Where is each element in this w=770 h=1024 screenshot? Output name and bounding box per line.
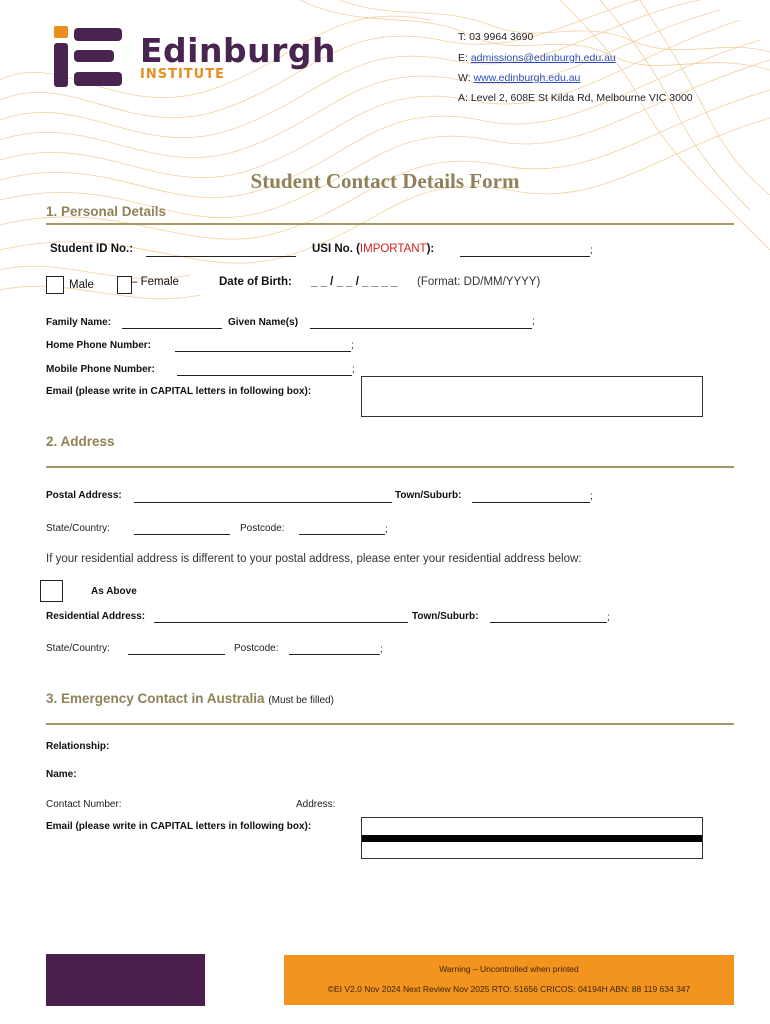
contact-number-label: Contact Number:: [46, 799, 122, 810]
form-title: Student Contact Details Form: [250, 169, 520, 193]
usi-label: [312, 243, 434, 255]
emergency-address-label: Address:: [296, 799, 336, 810]
contact-email: [458, 52, 616, 64]
dob-format-hint: (Format: DD/MM/YYYY): [417, 276, 541, 288]
given-names-field[interactable]: [310, 317, 532, 329]
state-country-2-field[interactable]: [128, 643, 225, 655]
contact-web-prefix: W:: [458, 72, 474, 84]
contact-web: [458, 72, 580, 84]
email-field[interactable]: [361, 376, 703, 417]
postal-address-field[interactable]: [134, 491, 392, 503]
footer-warning: Warning – Uncontrolled when printed: [439, 964, 579, 974]
town-suburb-2-field[interactable]: [490, 611, 607, 623]
home-phone-field[interactable]: [175, 340, 351, 352]
family-name-label: Family Name:: [46, 317, 112, 328]
emergency-email-field[interactable]: [361, 817, 703, 859]
residential-note: If your residential address is different to your postal address, please enter your residential address below:: [46, 553, 582, 565]
postcode-label: Postcode:: [240, 523, 285, 534]
town-suburb-2-label: Town/Suburb:: [412, 611, 479, 622]
postcode-2-field[interactable]: [289, 643, 380, 655]
logo-icon: [52, 26, 124, 88]
given-names-label: Given Name(s): [228, 317, 299, 328]
postcode-2-label: Postcode:: [234, 643, 279, 654]
mobile-phone-semicolon: ;: [352, 364, 355, 375]
section-emergency-heading: [46, 691, 334, 706]
home-phone-semicolon: ;: [351, 340, 354, 351]
section-divider: [46, 223, 734, 225]
student-id-field[interactable]: [146, 245, 296, 257]
usi-important: IMPORTANT: [359, 243, 427, 255]
name-label: Name:: [46, 769, 77, 780]
footer-notice: [284, 955, 734, 1005]
family-name-field[interactable]: [122, 317, 222, 329]
website-link[interactable]: www.edinburgh.edu.au: [473, 72, 581, 84]
home-phone-label: Home Phone Number:: [46, 340, 152, 351]
emergency-heading-text: 3. Emergency Contact in Australia: [46, 691, 265, 706]
mobile-phone-field[interactable]: [177, 364, 352, 376]
as-above-label: As Above: [91, 586, 137, 597]
state-country-2-label: State/Country:: [46, 643, 110, 654]
emergency-heading-note: (Must be filled): [268, 695, 334, 706]
dob-label: Date of Birth:: [219, 276, 292, 288]
town2-semicolon: ;: [607, 612, 610, 623]
residential-address-label: Residential Address:: [46, 611, 146, 622]
female-checkbox[interactable]: [117, 276, 132, 294]
male-label: Male: [69, 279, 94, 291]
section-divider: [46, 466, 734, 468]
usi-label-a: USI No. (: [312, 243, 360, 255]
email-label: Email (please write in CAPITAL letters in following box):: [46, 386, 312, 397]
postcode-semicolon: ;: [385, 524, 388, 535]
footer-version: ©EI V2.0 Nov 2024 Next Review Nov 2025 RTO: 51656 CRICOS: 04194H ABN: 88 119 634 347: [327, 984, 691, 994]
section-address-heading: 2. Address: [46, 434, 115, 449]
field-divider-bar: [362, 835, 702, 842]
female-label: – Female: [131, 276, 179, 288]
brand-name: Edinburgh: [140, 31, 336, 70]
male-checkbox[interactable]: [46, 276, 64, 294]
as-above-checkbox[interactable]: [40, 580, 63, 602]
postal-address-label: Postal Address:: [46, 490, 122, 501]
student-id-label: Student ID No.:: [50, 243, 134, 255]
state-country-field[interactable]: [134, 523, 230, 535]
contact-address: A: Level 2, 608E St Kilda Rd, Melbourne VIC 3000: [458, 92, 693, 104]
postcode-field[interactable]: [299, 523, 385, 535]
contact-phone: T: 03 9964 3690: [458, 31, 534, 43]
dob-field[interactable]: _ _ / _ _ / _ _ _ _: [311, 276, 398, 288]
emergency-email-label: Email (please write in CAPITAL letters in following box):: [46, 821, 312, 832]
mobile-phone-label: Mobile Phone Number:: [46, 364, 155, 375]
town-suburb-field[interactable]: [472, 491, 590, 503]
usi-semicolon: ;: [590, 245, 593, 256]
given-names-semicolon: ;: [532, 316, 535, 327]
section-divider: [46, 723, 734, 725]
contact-email-prefix: E:: [458, 52, 471, 64]
state-country-label: State/Country:: [46, 523, 110, 534]
town-suburb-label: Town/Suburb:: [395, 490, 462, 501]
residential-address-field[interactable]: [154, 611, 408, 623]
usi-label-b: ):: [426, 243, 435, 255]
email-link[interactable]: admissions@edinburgh.edu.au: [470, 52, 616, 64]
footer-brand-block: [46, 954, 205, 1006]
relationship-label: Relationship:: [46, 741, 110, 752]
postcode2-semicolon: ;: [380, 644, 383, 655]
town-semicolon: ;: [590, 491, 593, 502]
usi-field[interactable]: [460, 245, 590, 257]
section-personal-heading: 1. Personal Details: [46, 204, 167, 219]
brand-subtitle: INSTITUTE: [140, 67, 225, 82]
